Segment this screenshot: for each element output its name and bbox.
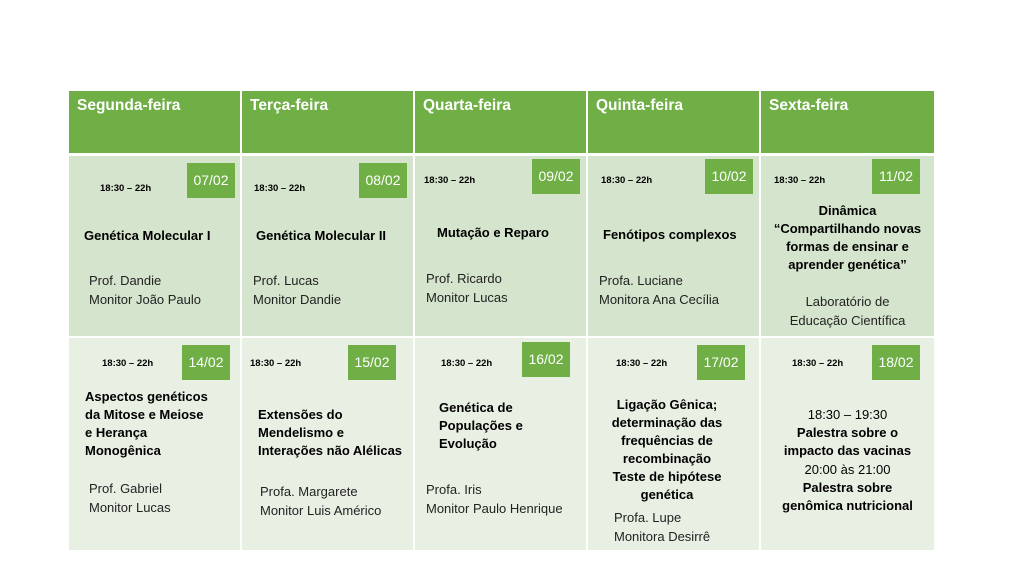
date-badge: 14/02 — [182, 345, 230, 380]
class-title: Mutação e Reparo — [437, 225, 549, 240]
date-badge: 11/02 — [872, 159, 920, 194]
class-cell-wednesday-w2 — [415, 338, 588, 550]
class-title: Genética Molecular I — [84, 228, 211, 243]
class-cell-friday-w2 — [761, 338, 934, 550]
class-cell-monday-w1 — [69, 156, 242, 336]
time-label: 18:30 – 22h — [601, 175, 653, 186]
professor-name: Prof. Dandie — [89, 273, 162, 288]
day-header-thursday: Quinta-feira — [588, 91, 761, 153]
monitor-name: Monitora Ana Cecília — [599, 292, 719, 307]
time-label: 18:30 – 22h — [424, 175, 476, 186]
professor-name: Prof. Ricardo — [426, 271, 502, 286]
professor-name: Profa. Iris — [426, 482, 482, 497]
day-header-tuesday: Terça-feira — [242, 91, 415, 153]
class-cell-tuesday-w1 — [242, 156, 415, 336]
class-cell-monday-w2 — [69, 338, 242, 550]
professor-name: Prof. Gabriel — [89, 481, 162, 496]
professor-name: Profa. Margarete — [260, 484, 358, 499]
professor-name: Profa. Lupe — [614, 510, 682, 525]
professor-name: Prof. Lucas — [253, 273, 319, 288]
class-title: Genética de Populações e Evolução — [439, 400, 523, 451]
lab-name-line1: Laboratório de — [805, 294, 890, 309]
day-header-wednesday: Quarta-feira — [415, 91, 588, 153]
date-badge: 15/02 — [348, 345, 396, 380]
class-title: Fenótipos complexos — [603, 227, 737, 242]
monitor-name: Monitor João Paulo — [89, 292, 202, 307]
monitor-name: Monitor Lucas — [89, 500, 171, 515]
day-header-friday: Sexta-feira — [761, 91, 934, 153]
monitor-name: Monitor Paulo Henrique — [426, 501, 563, 516]
week2-row — [69, 338, 934, 550]
class-title: Extensões do Mendelismo e Interações não Alélicas — [258, 407, 403, 458]
class-title: Genética Molecular II — [256, 228, 387, 243]
monitor-name: Monitora Desirrê — [614, 529, 711, 544]
class-cell-wednesday-w1 — [415, 156, 588, 336]
class-cell-thursday-w2 — [588, 338, 761, 550]
date-badge: 16/02 — [522, 342, 570, 377]
time-label: 18:30 – 22h — [250, 358, 302, 369]
talk1-time: 18:30 – 19:30 — [807, 407, 888, 422]
date-badge: 10/02 — [705, 159, 753, 194]
monitor-name: Monitor Luis Américo — [260, 503, 382, 518]
professor-name: Profa. Luciane — [599, 273, 683, 288]
class-cell-friday-w1 — [761, 156, 934, 336]
date-badge: 08/02 — [359, 163, 407, 198]
date-badge: 07/02 — [187, 163, 235, 198]
class-title: Dinâmica “Compartilhando novas formas de ensinar e aprender genética” — [773, 203, 922, 272]
header-row — [69, 91, 934, 153]
time-label: 18:30 – 22h — [441, 358, 493, 369]
time-label: 18:30 – 22h — [616, 358, 668, 369]
time-label: 18:30 – 22h — [254, 183, 306, 194]
schedule-table — [69, 91, 934, 550]
time-label: 18:30 – 22h — [100, 183, 152, 194]
class-title: Ligação Gênica; determinação das frequências de recombinação Teste de hipótese genética — [611, 397, 723, 502]
date-badge: 18/02 — [872, 345, 920, 380]
class-cell-thursday-w1 — [588, 156, 761, 336]
monitor-name: Monitor Dandie — [253, 292, 342, 307]
time-label: 18:30 – 22h — [102, 358, 154, 369]
talk2-time: 20:00 às 21:00 — [804, 462, 891, 477]
day-header-monday: Segunda-feira — [69, 91, 242, 153]
week1-row — [69, 156, 934, 338]
talk1-title: Palestra sobre o impacto das vacinas — [783, 425, 912, 458]
time-label: 18:30 – 22h — [774, 175, 826, 186]
time-label: 18:30 – 22h — [792, 358, 844, 369]
class-title: Aspectos genéticos da Mitose e Meiose e Herança Monogênica — [85, 389, 208, 458]
talk2-title: Palestra sobre genômica nutricional — [782, 480, 913, 513]
class-cell-tuesday-w2 — [242, 338, 415, 550]
monitor-name: Monitor Lucas — [426, 290, 508, 305]
date-badge: 17/02 — [697, 345, 745, 380]
date-badge: 09/02 — [532, 159, 580, 194]
lab-name-line2: Educação Científica — [789, 313, 906, 328]
